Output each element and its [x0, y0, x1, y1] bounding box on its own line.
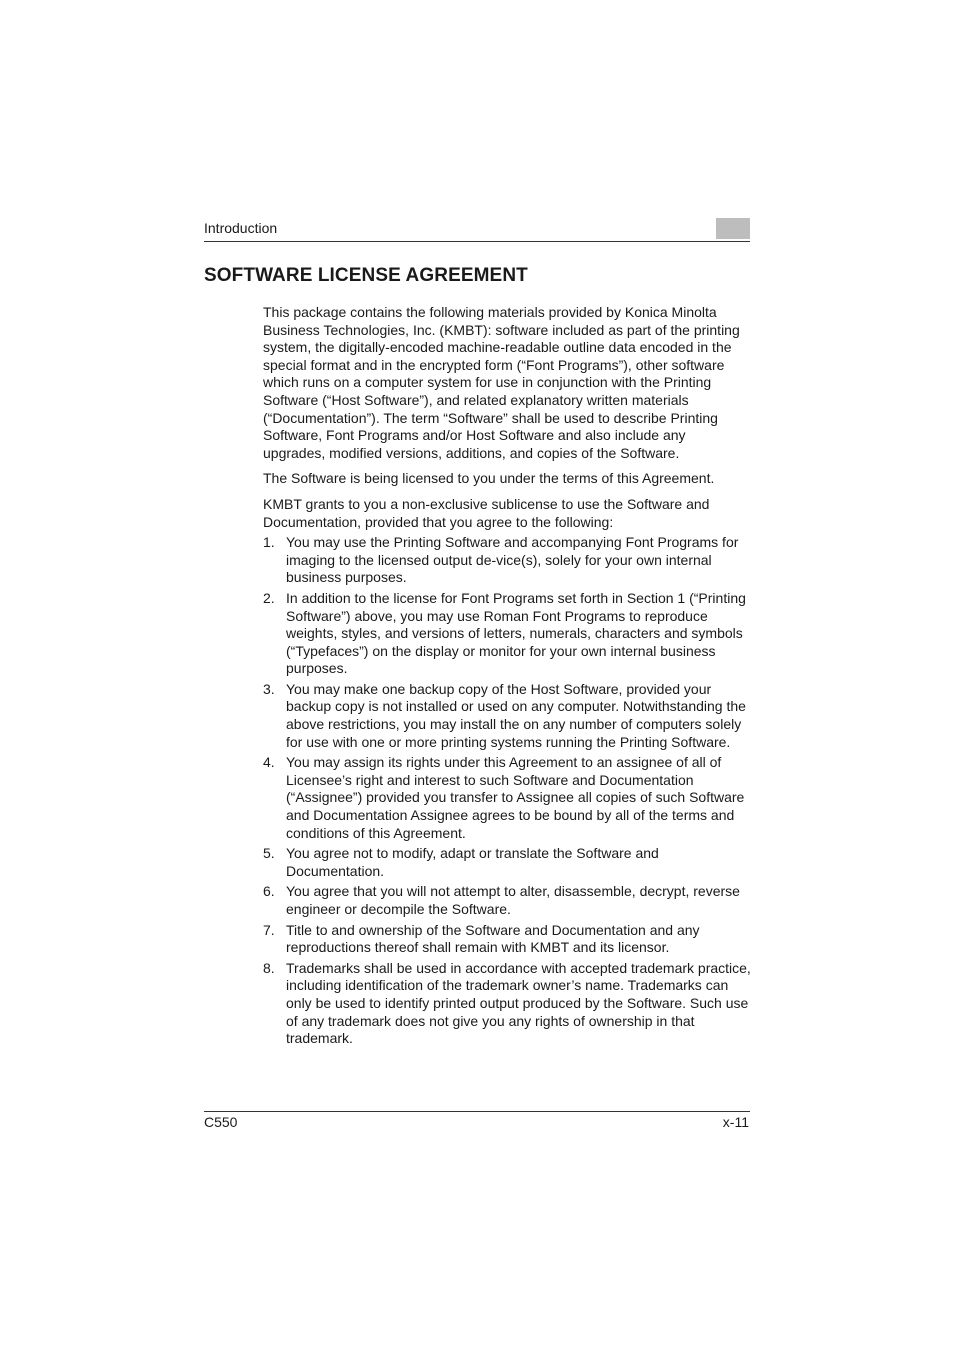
list-item-text: You agree that you will not attempt to alter, disassemble, decrypt, reverse engineer or decompile the Software. [286, 883, 740, 917]
list-item-text: Trademarks shall be used in accordance with accepted trademark practice, including identification of the trademark owner’s name. Trademarks can only be used to identify printed output produced by the Software. Such use of any trademark does not give you any rights of ownership in that trademark. [286, 959, 751, 1047]
list-item [263, 922, 751, 957]
paragraph-license: The Software is being licensed to you under the terms of this Agreement. [263, 470, 715, 487]
list-item [263, 590, 751, 678]
list-item [263, 534, 751, 587]
list-item-number: 6. [263, 883, 275, 900]
list-item-number: 3. [263, 680, 275, 697]
list-item-number: 2. [263, 589, 275, 606]
body-text [263, 304, 751, 1051]
running-header: Introduction [204, 220, 278, 236]
header-rule [204, 241, 750, 242]
list-item-number: 7. [263, 921, 275, 938]
footer-page-number: x-11 [722, 1114, 749, 1130]
list-item-text: You may use the Printing Software and accompanying Font Programs for imaging to the licensed output de-vice(s), solely for your own internal business purposes. [286, 534, 739, 586]
list-item [263, 754, 751, 842]
list-item-text: You may make one backup copy of the Host Software, provided your backup copy is not installed or used on any computer. Notwithstanding the above restrictions, you may install the on any number of computers solely for use with one or more printing systems running the Printing Software. [286, 680, 746, 750]
list-item-number: 4. [263, 754, 275, 771]
list-item-text: You agree not to modify, adapt or translate the Software and Documentation. [286, 845, 659, 879]
header-tab-marker [716, 218, 750, 239]
list-item [263, 960, 751, 1048]
list-item-text: You may assign its rights under this Agreement to an assignee of all of Licensee’s right and interest to such Software and Documentation (“Assignee”) provided you transfer to Assignee all copies of such Software and Documentation Assignee agrees to be bound by all of the terms and conditions of this Agreement. [286, 754, 745, 841]
list-item-text: Title to and ownership of the Software and Documentation and any reproductions thereof shall remain with KMBT and its licensor. [286, 921, 700, 956]
list-item [263, 883, 751, 918]
list-item [263, 845, 751, 880]
list-item-number: 8. [263, 959, 275, 976]
list-item [263, 681, 751, 751]
footer-rule [204, 1111, 750, 1112]
paragraph-grant: KMBT grants to you a non-exclusive sublicense to use the Software and Documentation, provided that you agree to the following: [263, 495, 710, 530]
paragraph-intro: This package contains the following materials provided by Konica Minolta Business Technologies, Inc. (KMBT): software included as part of the printing system, the digitally-encoded machine-readable outline data encoded in the special format and in the encrypted form (“Font Programs”), other software which runs on a computer system for use in conjunction with the Printing Software (“Host Software”), and related explanatory written materials (“Documentation”). The term “Software” shall be used to describe Printing Software, Font Programs and/or Host Software and also include any upgrades, modified versions, additions, and copies of the Software. [263, 304, 740, 461]
list-item-text: In addition to the license for Font Programs set forth in Section 1 (“Printing Software”) above, you may use Roman Font Programs to reproduce weights, styles, and versions of letters, numerals, characters and symbols (“Typefaces”) on the display or monitor for your own internal business purposes. [286, 589, 746, 677]
list-item-number: 5. [263, 845, 275, 862]
page-title: SOFTWARE LICENSE AGREEMENT [204, 265, 528, 286]
list-item-number: 1. [263, 534, 275, 551]
terms-list [263, 534, 751, 1048]
footer-model: C550 [204, 1114, 238, 1130]
